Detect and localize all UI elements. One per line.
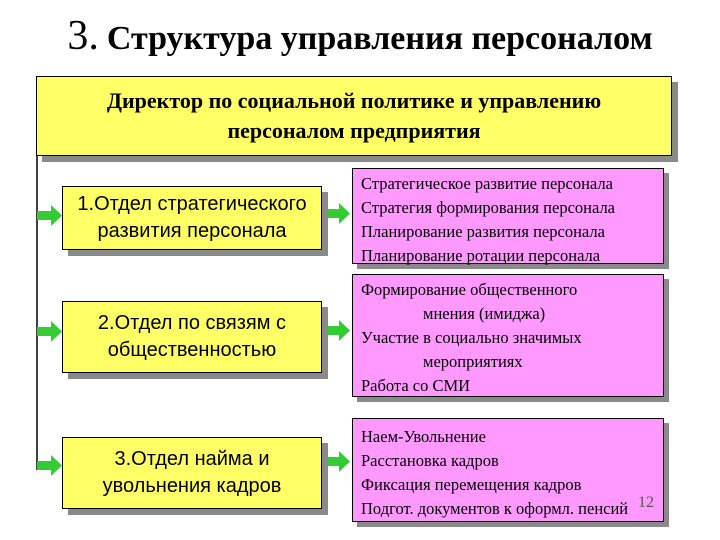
arrow-to-functions-2 (326, 320, 350, 341)
department-box-3 (62, 437, 322, 509)
function-item: Стратегия формирования персонала (361, 198, 616, 217)
function-item: Работа со СМИ (361, 376, 471, 395)
arrow-to-dept-2 (37, 321, 62, 342)
title-number: 3. (67, 13, 99, 59)
function-item: Планирование развития персонала (361, 222, 605, 241)
arrow-to-dept-1 (37, 205, 62, 226)
arrow-to-functions-1 (326, 203, 350, 224)
function-item: Планирование ротации персонала (361, 246, 601, 265)
department-label-2: 2.Отдел по связям с общественностью (97, 312, 287, 361)
function-item: Фиксация перемещения кадров (361, 475, 582, 494)
director-box (36, 76, 672, 156)
arrow-to-functions-3 (326, 451, 350, 472)
functions-box-1 (352, 168, 664, 264)
functions-box-2 (352, 274, 664, 397)
function-item: мнения (имиджа) (423, 304, 546, 323)
page-number: 12 (638, 494, 654, 511)
department-box-2 (62, 301, 322, 373)
page-title (0, 6, 720, 66)
function-item: Подгот. документов к оформл. пенсий (361, 499, 629, 518)
arrow-to-dept-3 (37, 455, 62, 476)
function-item: мероприятиях (423, 352, 523, 371)
function-item: Участие в социально значимых (361, 328, 582, 347)
function-item: Формирование общественного (361, 280, 578, 299)
department-box-1 (62, 186, 322, 250)
department-label-3: 3.Отдел найма и увольнения кадров (102, 448, 282, 497)
director-label: Директор по социальной политике и управлению персоналом предприятия (106, 88, 602, 143)
title-text: Структура управления персоналом (106, 20, 653, 57)
functions-box-3 (352, 418, 664, 522)
function-item: Стратегическое развитие персонала (361, 174, 613, 193)
function-item: Расстановка кадров (361, 451, 499, 470)
function-item: Наем-Увольнение (361, 427, 486, 446)
department-label-1: 1.Отдел стратегического развития персонала (77, 193, 307, 242)
